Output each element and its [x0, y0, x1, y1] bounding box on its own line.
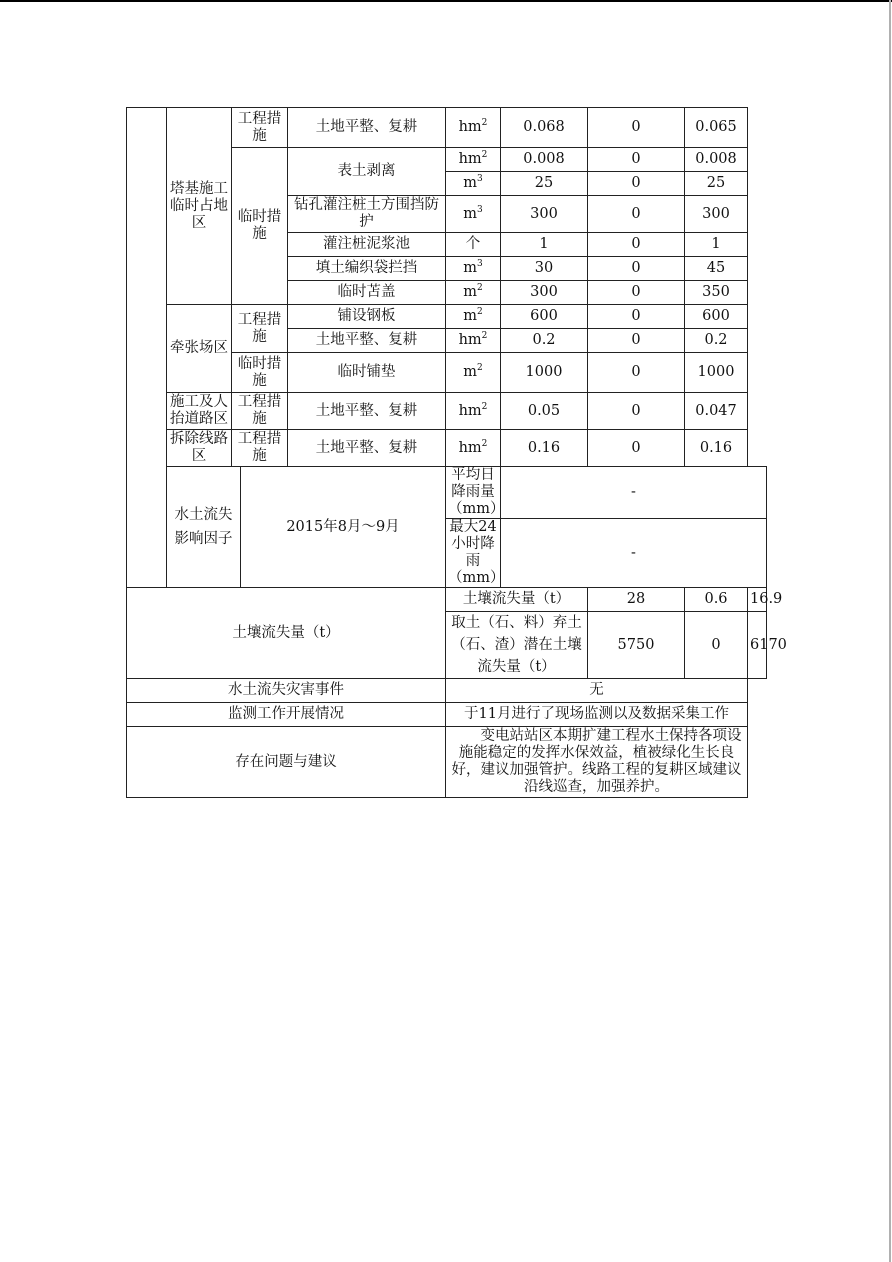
- zone-access: 施工及人抬道路区: [167, 393, 232, 430]
- measure-name: 钻孔灌注桩土方围挡防护: [288, 196, 446, 233]
- table-row: [127, 393, 767, 430]
- issues-value: [446, 727, 748, 798]
- value-cell: 5750: [588, 612, 685, 679]
- value-cell: 25: [501, 172, 588, 196]
- measure-name: 填土编织袋拦挡: [288, 257, 446, 281]
- zone-removal: 拆除线路区: [167, 430, 232, 467]
- value-cell: 16.9: [748, 588, 767, 612]
- soil-loss-label: 土壤流失量（t）: [127, 588, 446, 679]
- potential-loss-label: 取土（石、料）弃土（石、渣）潜在土壤流失量（t）: [446, 612, 588, 679]
- unit-cell: $hm^2$: [446, 108, 501, 148]
- outer-blank-cell: [127, 108, 167, 588]
- page-right-edge: [889, 0, 891, 1262]
- issues-text: 变电站站区本期扩建工程水土保持各项设施能稳定的发挥水保效益，植被绿化生长良好，建议加强管护。线路工程的复耕区域建议沿线巡查，加强养护。: [451, 728, 742, 795]
- value-cell: 0.008: [501, 148, 588, 172]
- value-cell: 0: [588, 257, 685, 281]
- table-row: [127, 703, 767, 727]
- measure-type: 工程措施: [232, 393, 288, 430]
- value-cell: 0: [588, 329, 685, 353]
- value-cell: 1: [501, 233, 588, 257]
- avg-rain-label: 平均日降雨量（mm）: [446, 467, 501, 519]
- value-cell: 300: [685, 196, 748, 233]
- measure-type: 临时措施: [232, 353, 288, 393]
- unit-cell: 个: [446, 233, 501, 257]
- value-cell: 1000: [685, 353, 748, 393]
- value-cell: 1000: [501, 353, 588, 393]
- avg-rain-value: -: [501, 467, 767, 519]
- value-cell: 6170: [748, 612, 767, 679]
- value-cell: 0.068: [501, 108, 588, 148]
- measure-name: 表土剥离: [288, 148, 446, 196]
- measure-name: 临时铺垫: [288, 353, 446, 393]
- value-cell: 0: [588, 430, 685, 467]
- value-cell: 0.16: [685, 430, 748, 467]
- value-cell: 0: [588, 233, 685, 257]
- table-row: [127, 430, 767, 467]
- value-cell: 0: [588, 148, 685, 172]
- value-cell: 45: [685, 257, 748, 281]
- max-rain-label: 最大24小时降雨（mm）: [446, 519, 501, 588]
- soil-loss-row-label: 土壤流失量（t）: [446, 588, 588, 612]
- value-cell: 0: [588, 305, 685, 329]
- table-row: [127, 305, 767, 329]
- monitoring-table: [126, 107, 787, 798]
- monitoring-value: 于11月进行了现场监测以及数据采集工作: [446, 703, 748, 727]
- max-rain-value: -: [501, 519, 767, 588]
- issues-label: 存在问题与建议: [127, 727, 446, 798]
- unit-cell: $m^3$: [446, 257, 501, 281]
- measure-name: 灌注桩泥浆池: [288, 233, 446, 257]
- factor-label: 水土流失影响因子: [167, 467, 241, 588]
- monitoring-label: 监测工作开展情况: [127, 703, 446, 727]
- unit-cell: $hm^2$: [446, 393, 501, 430]
- disaster-value: 无: [446, 679, 748, 703]
- disaster-label: 水土流失灾害事件: [127, 679, 446, 703]
- value-cell: 300: [501, 281, 588, 305]
- unit-cell: $m^3$: [446, 196, 501, 233]
- measure-name: 土地平整、复耕: [288, 393, 446, 430]
- unit-cell: $m^3$: [446, 172, 501, 196]
- table-row: [127, 467, 767, 519]
- table-row: [127, 679, 767, 703]
- unit-cell: $m^2$: [446, 353, 501, 393]
- value-cell: 25: [685, 172, 748, 196]
- value-cell: 0.065: [685, 108, 748, 148]
- value-cell: 0.008: [685, 148, 748, 172]
- unit-cell: $hm^2$: [446, 329, 501, 353]
- measure-type: 工程措施: [232, 430, 288, 467]
- measure-name: 土地平整、复耕: [288, 108, 446, 148]
- value-cell: 0.2: [501, 329, 588, 353]
- measure-name: 土地平整、复耕: [288, 430, 446, 467]
- unit-cell: $hm^2$: [446, 430, 501, 467]
- value-cell: 28: [588, 588, 685, 612]
- measure-name: 临时苫盖: [288, 281, 446, 305]
- value-cell: 350: [685, 281, 748, 305]
- value-cell: 0: [588, 196, 685, 233]
- factor-period: 2015年8月～9月: [241, 467, 446, 588]
- table-row: [127, 727, 767, 798]
- value-cell: 600: [501, 305, 588, 329]
- value-cell: 0: [588, 353, 685, 393]
- value-cell: 0: [685, 612, 748, 679]
- value-cell: 0: [588, 281, 685, 305]
- page-top-border: [0, 0, 892, 2]
- measure-name: 铺设钢板: [288, 305, 446, 329]
- value-cell: 600: [685, 305, 748, 329]
- unit-cell: $hm^2$: [446, 148, 501, 172]
- measure-type: 工程措施: [232, 305, 288, 353]
- value-cell: 0.047: [685, 393, 748, 430]
- zone-tower: 塔基施工临时占地区: [167, 108, 232, 305]
- unit-cell: $m^2$: [446, 305, 501, 329]
- measure-type: 工程措施: [232, 108, 288, 148]
- measure-name: 土地平整、复耕: [288, 329, 446, 353]
- value-cell: 0: [588, 108, 685, 148]
- value-cell: 0.6: [685, 588, 748, 612]
- table-row: [127, 108, 767, 148]
- table-row: [127, 588, 767, 612]
- value-cell: 0.2: [685, 329, 748, 353]
- value-cell: 300: [501, 196, 588, 233]
- value-cell: 1: [685, 233, 748, 257]
- value-cell: 30: [501, 257, 588, 281]
- unit-cell: $m^2$: [446, 281, 501, 305]
- zone-stringing: 牵张场区: [167, 305, 232, 393]
- measure-type: 临时措施: [232, 148, 288, 305]
- value-cell: 0.05: [501, 393, 588, 430]
- value-cell: 0.16: [501, 430, 588, 467]
- value-cell: 0: [588, 172, 685, 196]
- value-cell: 0: [588, 393, 685, 430]
